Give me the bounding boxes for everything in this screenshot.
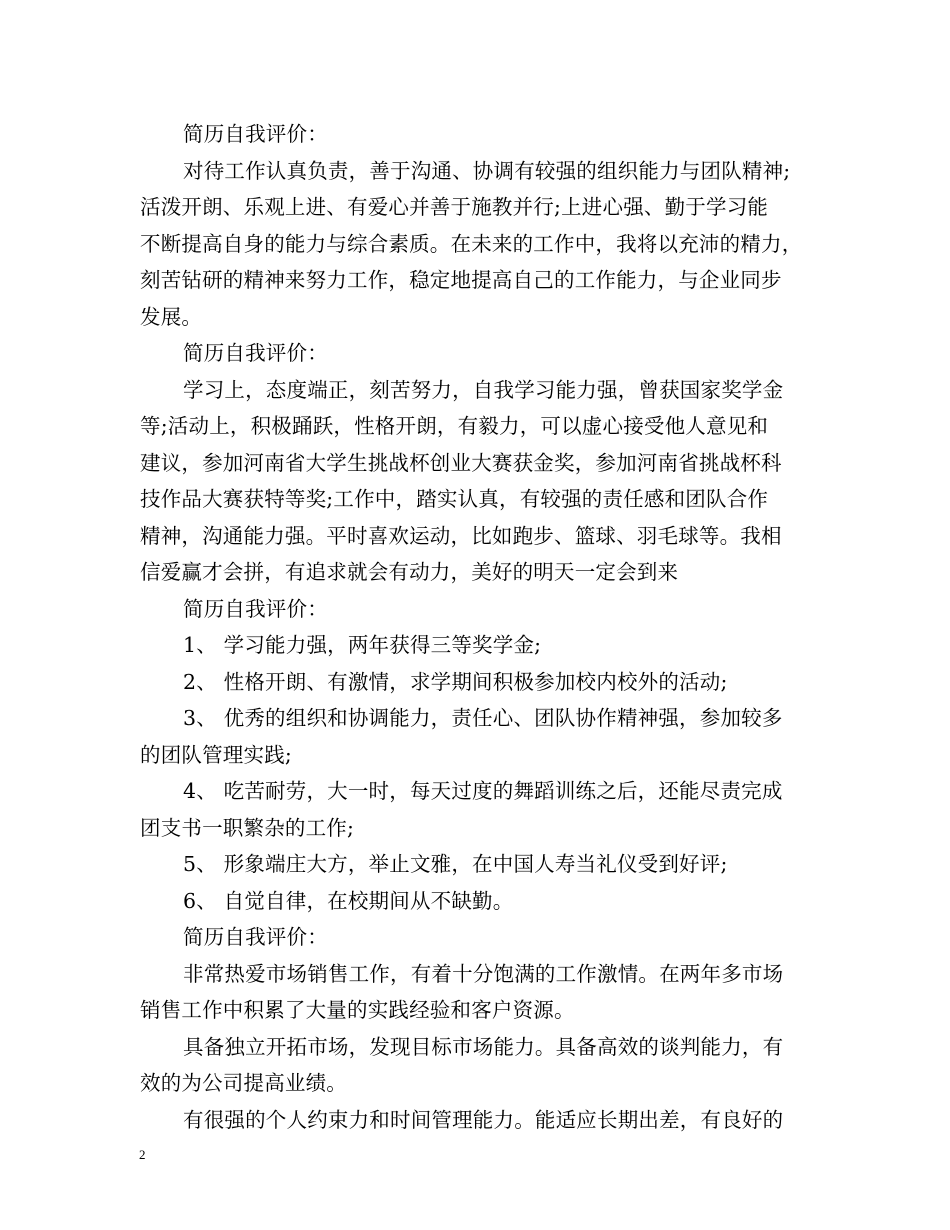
paragraph-line: 精神，沟通能力强。平时喜欢运动，比如跑步、篮球、羽毛球等。我相	[140, 523, 782, 548]
section-heading: 简历自我评价：	[183, 341, 328, 365]
list-item: 3、 优秀的组织和协调能力，责任心、团队协作精神强，参加较多	[183, 706, 783, 730]
paragraph-line: 技作品大赛获特等奖;工作中，踏实认真，有较强的责任感和团队合作	[140, 487, 769, 511]
paragraph-line: 刻苦钻研的精神来努力工作，稳定地提高自己的工作能力，与企业同步	[140, 268, 782, 292]
paragraph-line: 建议，参加河南省大学生挑战杯创业大赛获金奖，参加河南省挑战杯科	[140, 450, 782, 475]
paragraph-line: 不断提高自身的能力与综合素质。在未来的工作中，我将以充沛的精力，	[140, 231, 803, 256]
paragraph-line: 具备独立开拓市场，发现目标市场能力。具备高效的谈判能力，有	[183, 1034, 784, 1059]
page-number: 2	[139, 1147, 146, 1162]
paragraph-line: 有很强的个人约束力和时间管理能力。能适应长期出差，有良好的	[183, 1107, 784, 1132]
list-item: 5、 形象端庄大方，举止文雅，在中国人寿当礼仪受到好评;	[183, 852, 728, 876]
section-heading: 简历自我评价：	[183, 596, 328, 621]
paragraph-line: 信爱赢才会拼，有追求就会有动力，美好的明天一定会到来	[140, 560, 679, 584]
section-heading: 简历自我评价：	[183, 925, 328, 949]
list-item: 2、 性格开朗、有激情，求学期间积极参加校内校外的活动;	[183, 669, 728, 694]
paragraph-line: 等;活动上，积极踊跃，性格开朗，有毅力，可以虚心接受他人意见和	[140, 414, 769, 438]
paragraph-line: 销售工作中积累了大量的实践经验和客户资源。	[140, 998, 575, 1022]
paragraph-line: 对待工作认真负责，善于沟通、协调有较强的组织能力与团队精神;	[183, 158, 791, 183]
paragraph-line: 学习上，态度端正，刻苦努力，自我学习能力强，曾获国家奖学金	[183, 377, 784, 402]
list-item: 1、 学习能力强，两年获得三等奖学金;	[183, 633, 542, 657]
section-heading: 简历自我评价：	[183, 122, 328, 146]
list-item-continuation: 的团队管理实践;	[140, 742, 293, 767]
list-item: 4、 吃苦耐劳，大一时，每天过度的舞蹈训练之后，还能尽责完成	[183, 779, 783, 803]
paragraph-line: 非常热爱市场销售工作，有着十分饱满的工作激情。在两年多市场	[183, 961, 784, 986]
paragraph-line: 发展。	[140, 304, 203, 329]
list-item: 6、 自觉自律，在校期间从不缺勤。	[183, 888, 514, 913]
list-item-continuation: 团支书一职繁杂的工作;	[140, 815, 355, 840]
document-body	[140, 116, 820, 1138]
paragraph-line: 效的为公司提高业绩。	[140, 1071, 347, 1095]
paragraph-line: 活泼开朗、乐观上进、有爱心并善于施教并行;上进心强、勤于学习能	[140, 195, 769, 219]
